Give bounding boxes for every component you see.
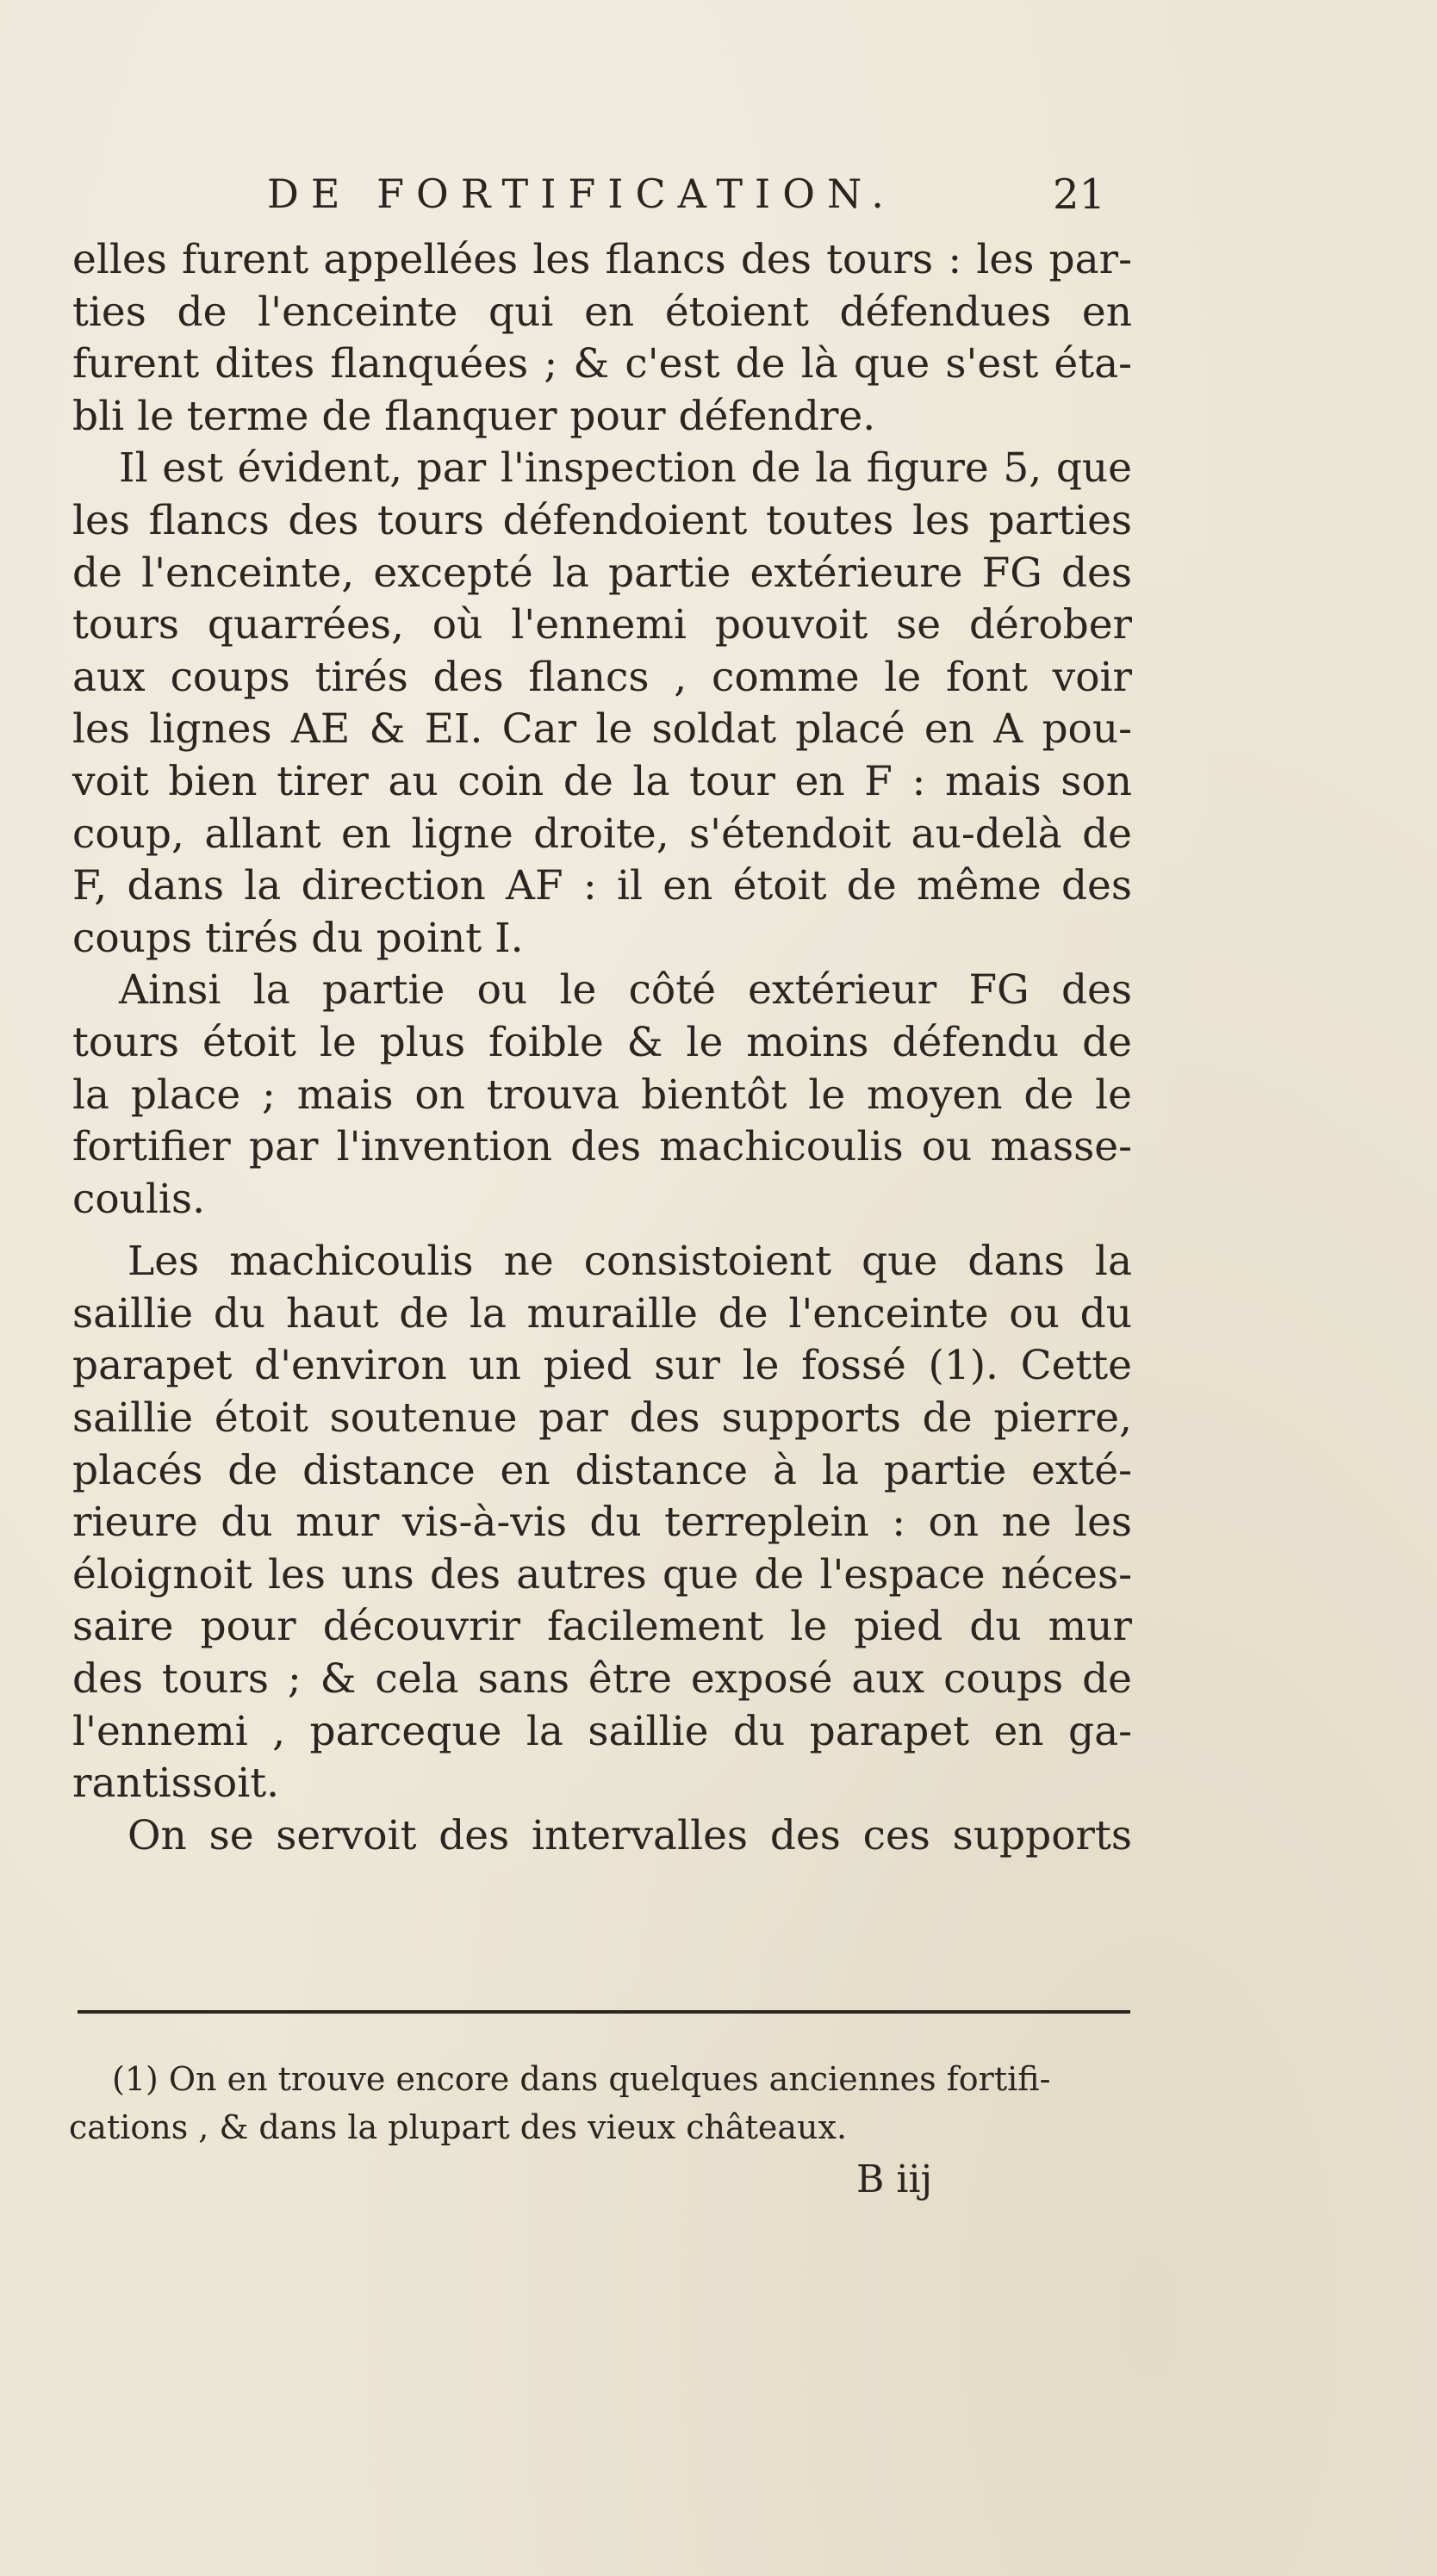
text-line: tours étoit le plus foible & le moins défendu de	[72, 1018, 1132, 1066]
text-line: ties de l'enceinte qui en étoient défendues en	[72, 288, 1132, 336]
paragraph-start: On se servoit des intervalles des ces supports	[128, 1811, 1132, 1859]
text-line: rantissoit.	[72, 1760, 280, 1808]
footnote-line: (1) On en trouve encore dans quelques anciennes fortifi-	[112, 2060, 1051, 2098]
text-line: de l'enceinte, excepté la partie extérieure FG des	[72, 549, 1132, 597]
text-line: coulis.	[72, 1175, 206, 1223]
text-line: coup, allant en ligne droite, s'étendoit au-delà de	[72, 810, 1132, 858]
running-title: DE FORTIFICATION.	[267, 171, 896, 217]
text-line: elles furent appellées les flancs des tours : les par-	[72, 236, 1132, 283]
paragraph-start: Ainsi la partie ou le côté extérieur FG des	[119, 966, 1132, 1015]
text-line: des tours ; & cela sans être exposé aux coups de	[72, 1655, 1132, 1704]
text-line: la place ; mais on trouva bientôt le moyen de le	[72, 1071, 1132, 1119]
footnote	[69, 2055, 1137, 2151]
paragraph-start: Les machicoulis ne consistoient que dans la	[128, 1238, 1132, 1286]
text-line: saillie du haut de la muraille de l'enceinte ou du	[72, 1289, 1132, 1338]
text-line: aux coups tirés des flancs , comme le font voir	[72, 653, 1132, 701]
text-line: rieure du mur vis-à-vis du terreplein : on ne les	[72, 1499, 1132, 1547]
paragraph-start: Il est évident, par l'inspection de la figure 5, que	[119, 444, 1132, 493]
paragraph-gap	[72, 1226, 1132, 1236]
text-line: saire pour découvrir facilement le pied du mur	[72, 1603, 1132, 1651]
text-line: éloignoit les uns des autres que de l'espace néces-	[72, 1550, 1132, 1598]
page-number: 21	[1053, 171, 1106, 219]
text-line: saillie étoit soutenue par des supports de pierre,	[72, 1394, 1132, 1443]
text-line: parapet d'environ un pied sur le fossé (1). Cette	[72, 1342, 1132, 1390]
footnote-rule	[78, 2010, 1130, 2014]
text-line: F, dans la direction AF : il en étoit de même des	[72, 862, 1132, 910]
text-line: les lignes AE & EI. Car le soldat placé en A pou-	[72, 705, 1132, 754]
text-line: tours quarrées, où l'ennemi pouvoit se dérober	[72, 601, 1132, 649]
text-line: fortifier par l'invention des machicoulis ou masse-	[72, 1123, 1132, 1171]
text-line: placés de distance en distance à la partie exté-	[72, 1446, 1132, 1494]
text-line: bli le terme de flanquer pour défendre.	[72, 392, 876, 440]
text-line: l'ennemi , parceque la saillie du parapet en ga-	[72, 1707, 1132, 1755]
text-line: coups tirés du point I.	[72, 914, 524, 962]
text-line: furent dites flanquées ; & c'est de là que s'est éta-	[72, 340, 1132, 388]
text-line: voit bien tirer au coin de la tour en F : mais son	[72, 757, 1132, 805]
footnote-line: cations , & dans la plupart des vieux châteaux.	[69, 2108, 848, 2146]
text-line: les flancs des tours défendoient toutes les parties	[72, 496, 1132, 544]
main-text	[72, 234, 1132, 1862]
signature-mark: B iij	[856, 2157, 933, 2201]
